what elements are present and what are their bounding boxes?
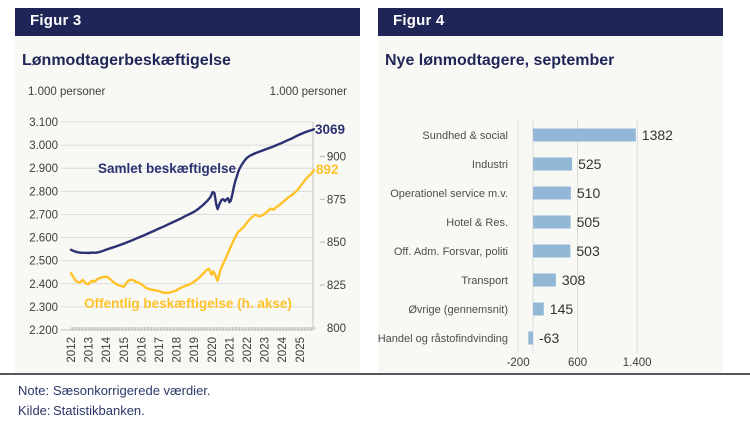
employment-line-chart — [15, 93, 360, 378]
series-label-1: Offentlig beskæftigelse (h. akse) — [84, 296, 292, 311]
year-tick: 2012 — [66, 337, 78, 363]
bar-chart-svg — [378, 93, 723, 378]
right-axis-tick: 800 — [326, 323, 346, 335]
right-axis-tick: 875 — [326, 194, 346, 207]
year-tick: 2024 — [277, 337, 290, 363]
bar-value-label: 505 — [576, 214, 600, 230]
series-label-0: Samlet beskæftigelse — [97, 161, 237, 176]
bar-value-label: 145 — [549, 301, 574, 317]
bar-category-label: Transport — [461, 275, 508, 287]
figure4-title: Nye lønmodtagere, september — [385, 52, 615, 69]
bar-value-label: 503 — [576, 243, 600, 259]
left-axis-tick: 3.100 — [29, 117, 58, 129]
year-tick: 2014 — [101, 337, 114, 363]
bar-category-label: Industri — [471, 159, 508, 171]
figure4-header-label: Figur 4 — [393, 12, 445, 29]
year-tick: 2023 — [259, 337, 272, 363]
right-axis-tick: 825 — [326, 280, 346, 293]
bar-category-label: Operationel service m.v. — [390, 188, 508, 200]
left-axis-tick: 2.800 — [29, 186, 58, 199]
year-tick: 2013 — [83, 337, 96, 363]
year-tick: 2017 — [154, 337, 166, 363]
right-axis-tick: 900 — [326, 151, 346, 164]
note-text: Sæsonkorrigerede værdier. — [53, 383, 211, 398]
bar-category-label: Øvrige (gennemsnit) — [408, 304, 508, 316]
bar-value-label: 525 — [578, 156, 602, 172]
left-axis-tick: 2.500 — [29, 255, 58, 268]
line-chart-svg — [15, 93, 360, 378]
right-axis-tick: 850 — [326, 237, 346, 250]
x-axis-tick: -200 — [506, 357, 530, 369]
left-axis-tick: 3.000 — [29, 140, 58, 153]
x-axis-tick: 600 — [568, 357, 588, 369]
figure3-right-axis-unit: 1.000 personer — [269, 86, 347, 98]
series-end-value-1: 892 — [316, 162, 339, 177]
year-tick: 2025 — [294, 337, 307, 363]
left-axis-tick: 2.300 — [29, 301, 58, 314]
source-row — [18, 401, 211, 421]
note-label: Note: — [18, 383, 50, 398]
bar-7 — [528, 332, 533, 345]
figure3-header — [15, 8, 360, 36]
source-text: Statistikbanken. — [53, 403, 145, 418]
year-tick: 2018 — [171, 337, 184, 363]
figure3-title: Lønmodtagerbeskæftigelse — [22, 52, 231, 69]
left-axis-tick: 2.700 — [29, 209, 58, 222]
note-row — [18, 381, 211, 401]
bar-value-label: 1382 — [641, 127, 673, 143]
bar-4 — [533, 245, 570, 258]
footer — [18, 381, 211, 421]
left-axis-tick: 2.600 — [29, 232, 58, 245]
figure3-panel — [15, 8, 360, 373]
year-tick: 2021 — [224, 337, 237, 363]
year-tick: 2022 — [242, 337, 254, 363]
year-tick: 2015 — [118, 337, 131, 363]
bar-2 — [533, 187, 571, 200]
bar-value-label: -63 — [539, 330, 560, 346]
figure4-header — [378, 8, 723, 36]
bar-category-label: Handel og råstofindvinding — [378, 333, 508, 345]
year-tick: 2016 — [136, 337, 149, 363]
bar-6 — [533, 303, 544, 316]
bar-3 — [533, 216, 571, 229]
left-axis-tick: 2.200 — [29, 325, 58, 337]
footer-divider — [0, 373, 750, 375]
bar-value-label: 308 — [561, 272, 586, 288]
bar-category-label: Hotel & Res. — [446, 217, 508, 229]
source-label: Kilde: — [18, 403, 51, 418]
figure3-header-label: Figur 3 — [30, 12, 82, 29]
left-axis-tick: 2.400 — [29, 278, 58, 291]
bar-value-label: 510 — [576, 185, 601, 201]
x-axis-tick: 1.400 — [622, 357, 652, 369]
bar-category-label: Sundhed & social — [422, 130, 508, 142]
bar-0 — [533, 129, 636, 142]
new-employees-bar-chart — [378, 93, 723, 378]
left-axis-tick: 2.900 — [29, 163, 58, 176]
year-tick: 2019 — [189, 337, 202, 363]
bar-category-label: Off. Adm. Forsvar, politi — [393, 246, 508, 258]
series-end-value-0: 3069 — [315, 122, 346, 137]
year-tick: 2020 — [206, 337, 219, 363]
series-line-1 — [71, 170, 314, 293]
figure3-left-axis-unit: 1.000 personer — [28, 86, 106, 98]
bar-1 — [533, 158, 572, 171]
bar-5 — [533, 274, 556, 287]
figure4-panel — [378, 8, 723, 373]
